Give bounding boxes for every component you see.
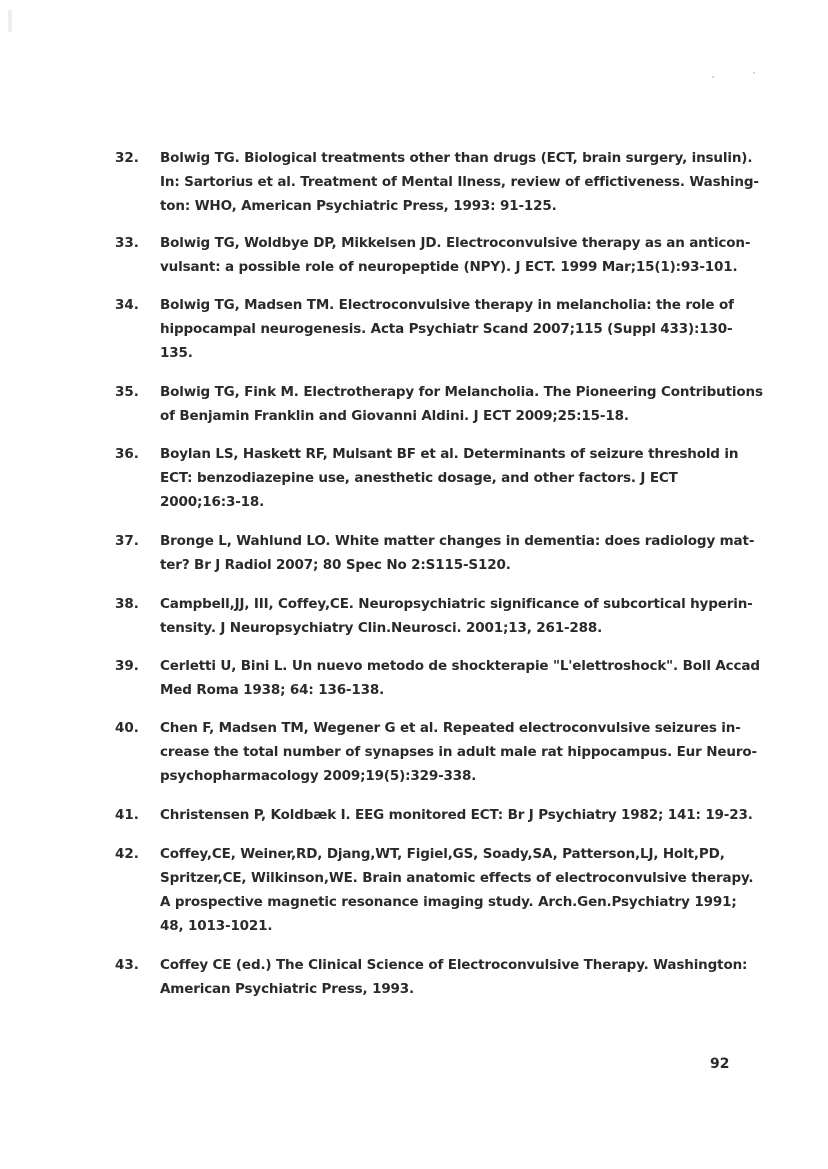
reference-text: Bolwig TG. Biological treatments other than drugs (ECT, brain surgery, insulin). In: Sartorius et al. Treatment of Mental Ilness, review of effictiveness. Washing- ton: WHO, American Psychiatric Press, 1993: 91-125. <box>160 150 759 214</box>
reference-number: 41. <box>115 807 139 823</box>
reference-text: Bolwig TG, Madsen TM. Electroconvulsive therapy in melancholia: the role of hippocampal neurogenesis. Acta Psychiatr Scand 2007;115 (Suppl 433):130- 135. <box>160 297 734 361</box>
reference-number: 42. <box>115 846 139 862</box>
reference-text: Cerletti U, Bini L. Un nuevo metodo de shockterapie "L'elettroshock". Boll Accad Med Roma 1938; 64: 136-138. <box>160 658 760 698</box>
reference-number: 38. <box>115 596 139 612</box>
reference-text: Coffey,CE, Weiner,RD, Djang,WT, Figiel,GS, Soady,SA, Patterson,LJ, Holt,PD, Spritzer,CE, Wilkinson,WE. Brain anatomic effects of electroconvulsive therapy. A prospective magnetic resonance imaging study. Arch.Gen.Psychiatry 1991; 48, 1013-1021. <box>160 846 754 934</box>
reference-text: Coffey CE (ed.) The Clinical Science of Electroconvulsive Therapy. Washington: American Psychiatric Press, 1993. <box>160 957 748 997</box>
reference-number: 43. <box>115 957 139 973</box>
reference-text: Bolwig TG, Fink M. Electrotherapy for Melancholia. The Pioneering Contributions of Benjamin Franklin and Giovanni Aldini. J ECT 2009;25:15-18. <box>160 384 763 424</box>
reference-text: Bronge L, Wahlund LO. White matter changes in dementia: does radiology mat- ter? Br J Radiol 2007; 80 Spec No 2:S115-S120. <box>160 533 755 573</box>
reference-text: Bolwig TG, Woldbye DP, Mikkelsen JD. Electroconvulsive therapy as an anticon- vulsant: a possible role of neuropeptide (NPY). J ECT. 1999 Mar;15(1):93-101. <box>160 235 751 275</box>
reference-number: 39. <box>115 658 139 674</box>
scan-speck <box>753 72 755 74</box>
reference-number: 40. <box>115 720 139 736</box>
reference-text: Christensen P, Koldbæk I. EEG monitored ECT: Br J Psychiatry 1982; 141: 19-23. <box>160 807 753 823</box>
scan-speck <box>712 76 714 78</box>
reference-number: 33. <box>115 235 139 251</box>
reference-number: 34. <box>115 297 139 313</box>
reference-text: Boylan LS, Haskett RF, Mulsant BF et al. Determinants of seizure threshold in ECT: benzodiazepine use, anesthetic dosage, and other factors. J ECT 2000;16:3-18. <box>160 446 739 510</box>
reference-number: 37. <box>115 533 139 549</box>
reference-number: 32. <box>115 150 139 166</box>
scan-edge-mark <box>8 10 12 32</box>
reference-text: Chen F, Madsen TM, Wegener G et al. Repeated electroconvulsive seizures in- crease the total number of synapses in adult male rat hippocampus. Eur Neuro- psychopharmacology 2009;19(5):329-338. <box>160 720 757 784</box>
page-number: 92 <box>710 1056 730 1072</box>
reference-number: 35. <box>115 384 139 400</box>
reference-text: Campbell,JJ, III, Coffey,CE. Neuropsychiatric significance of subcortical hyperin- tensity. J Neuropsychiatry Clin.Neurosci. 2001;13, 261-288. <box>160 596 753 636</box>
reference-number: 36. <box>115 446 139 462</box>
